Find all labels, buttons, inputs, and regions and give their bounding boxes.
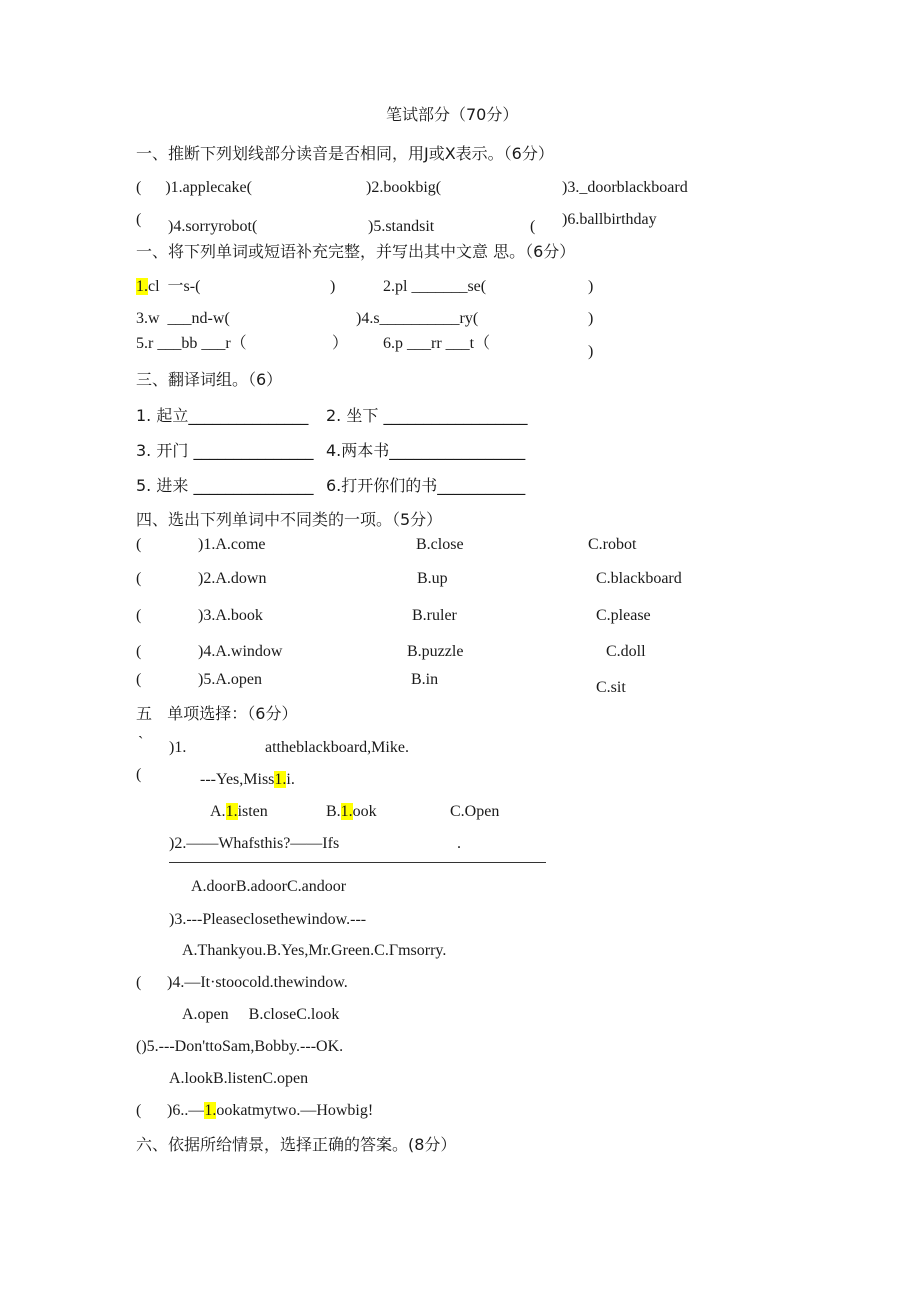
s5-q1-number: )1. (169, 739, 187, 756)
s5-q5-text: ()5.---Don'ttoSam,Bobby.---OK. (136, 1038, 344, 1055)
s4-row-4-paren: ( (136, 643, 142, 660)
s2-item-1-number: 1. (136, 278, 148, 295)
s5-q1-reply (200, 771, 295, 789)
s3-item-2: 2. 坐下 __________________ (326, 406, 528, 425)
s1-item-4: )4.sorryrobot( (168, 218, 258, 235)
s3-item-3: 3. 开门 _______________ (136, 441, 314, 460)
s5-q2-dot: . (457, 835, 461, 852)
s1-item-3: )3._doorblackboard (562, 179, 688, 196)
page-title: 笔试部分（70分） (386, 105, 519, 124)
s4-row-3-c: C.please (596, 607, 651, 624)
s3-item-6: 6.打开你们的书___________ (326, 476, 526, 495)
s5-q1-text: attheblackboard,Mike. (265, 739, 409, 756)
s4-row-5-paren: ( (136, 671, 142, 688)
s2-item-2-close: ) (588, 278, 594, 295)
s1-item-6: )6.ballbirthday (562, 211, 657, 228)
s2-item-2: 2.pl _______se( (383, 278, 487, 295)
s2-item-5-close: ） (332, 335, 349, 352)
s1-paren-4: ( (136, 211, 142, 228)
s5-q1-reply-a: ---Yes,Miss (200, 771, 275, 788)
s5-q1-option-a-text: isten (237, 803, 268, 820)
s4-row-4-c: C.doll (606, 643, 646, 660)
s5-q1-option-b-hl: 1. (340, 803, 353, 820)
section-3-heading: 三、翻译词组。（6） (136, 370, 283, 389)
s5-q4-options: A.open B.closeC.look (182, 1006, 340, 1023)
s3-item-1: 1. 起立_______________ (136, 406, 309, 425)
s5-q3-options: A.Thankyou.B.Yes,Mr.Green.C.Γmsorry. (182, 942, 447, 959)
s4-row-3-paren: ( (136, 607, 142, 624)
s1-item-1: ( )1.applecake( (136, 179, 252, 196)
s5-q6-text-b: ookatmytwo.—Howbig! (216, 1102, 374, 1119)
s5-q5-options: A.lookB.listenC.open (169, 1070, 309, 1087)
s5-q2-underline (169, 862, 546, 863)
s4-row-2-b: B.up (417, 570, 448, 587)
s1-item-5: )5.standsit (368, 218, 435, 235)
s4-row-1-c: C.robot (588, 536, 637, 553)
section-1-heading: 一、推断下列划线部分读音是否相同，用J或X表示。（6分） (136, 144, 554, 163)
s5-q1-option-a-label: A. (210, 803, 226, 820)
section-6-heading: 六、依据所给情景，选择正确的答案。(8分） (136, 1135, 457, 1154)
s5-q4-text: )4.—It·stoocold.thewindow. (167, 974, 348, 991)
s5-q1-option-a (210, 803, 268, 821)
s5-q1-option-b-text: ook (352, 803, 377, 820)
s3-item-4: 4.两本书_________________ (326, 441, 526, 460)
s5-q6-hl: 1. (204, 1102, 217, 1119)
s4-row-5-c: C.sit (596, 679, 626, 696)
s5-q2-text: )2.——Whafsthis?——Ifs (169, 835, 340, 852)
s2-item-1 (136, 278, 200, 296)
s1-item-2: )2.bookbig( (366, 179, 442, 196)
s5-q1-option-c: C.Open (450, 803, 500, 820)
s2-item-1-text: cl 一s-( (148, 278, 201, 295)
s4-row-1-b: B.close (416, 536, 464, 553)
s5-q1-option-b-label: B. (326, 803, 341, 820)
s5-q1-reply-b: i. (286, 771, 295, 788)
s5-q3-text: )3.---Pleaseclosethewindow.--- (169, 911, 367, 928)
s4-row-3-b: B.ruler (412, 607, 457, 624)
s5-q6-text (167, 1102, 373, 1120)
s4-row-2-paren: ( (136, 570, 142, 587)
s2-item-3: 3.w ___nd-w( (136, 310, 230, 327)
s5-q1-option-a-hl: 1. (225, 803, 238, 820)
s2-item-1-close: ) (330, 278, 336, 295)
s4-row-1-a: )1.A.come (198, 536, 266, 553)
s2-item-6: 6.p ___rr ___t（ (383, 335, 491, 352)
s5-q1-mark: ` (138, 734, 144, 751)
section-2-heading: 一、将下列单词或短语补充完整，并写出其中文意 思。（6分） (136, 242, 576, 261)
s4-row-2-c: C.blackboard (596, 570, 682, 587)
s5-q1-option-b (326, 803, 377, 821)
s3-item-5: 5. 进来 _______________ (136, 476, 314, 495)
s4-row-5-a: )5.A.open (198, 671, 262, 688)
s4-row-4-a: )4.A.window (198, 643, 283, 660)
s4-row-3-a: )3.A.book (198, 607, 263, 624)
s5-q1-paren: ( (136, 766, 142, 783)
s5-q6-text-a: )6..— (167, 1102, 205, 1119)
s5-q2-options: A.doorB.adoorC.andoor (191, 878, 347, 895)
s1-paren-6: ( (530, 218, 536, 235)
s2-item-4: )4.s__________ry( (356, 310, 479, 327)
s4-row-1-paren: ( (136, 536, 142, 553)
section-4-heading: 四、选出下列单词中不同类的一项。（5分） (136, 510, 443, 529)
s4-row-2-a: )2.A.down (198, 570, 267, 587)
s5-q6-paren: ( (136, 1102, 142, 1119)
section-5-heading: 五 单项选择：（6分） (136, 704, 298, 723)
s5-q4-paren: ( (136, 974, 142, 991)
s2-item-4-close: ) (588, 310, 594, 327)
s4-row-4-b: B.puzzle (407, 643, 464, 660)
s5-q1-reply-hl: 1. (274, 771, 287, 788)
s2-item-5: 5.r ___bb ___r（ (136, 335, 247, 352)
s4-row-5-b: B.in (411, 671, 439, 688)
s2-item-6-close: ) (588, 343, 594, 360)
